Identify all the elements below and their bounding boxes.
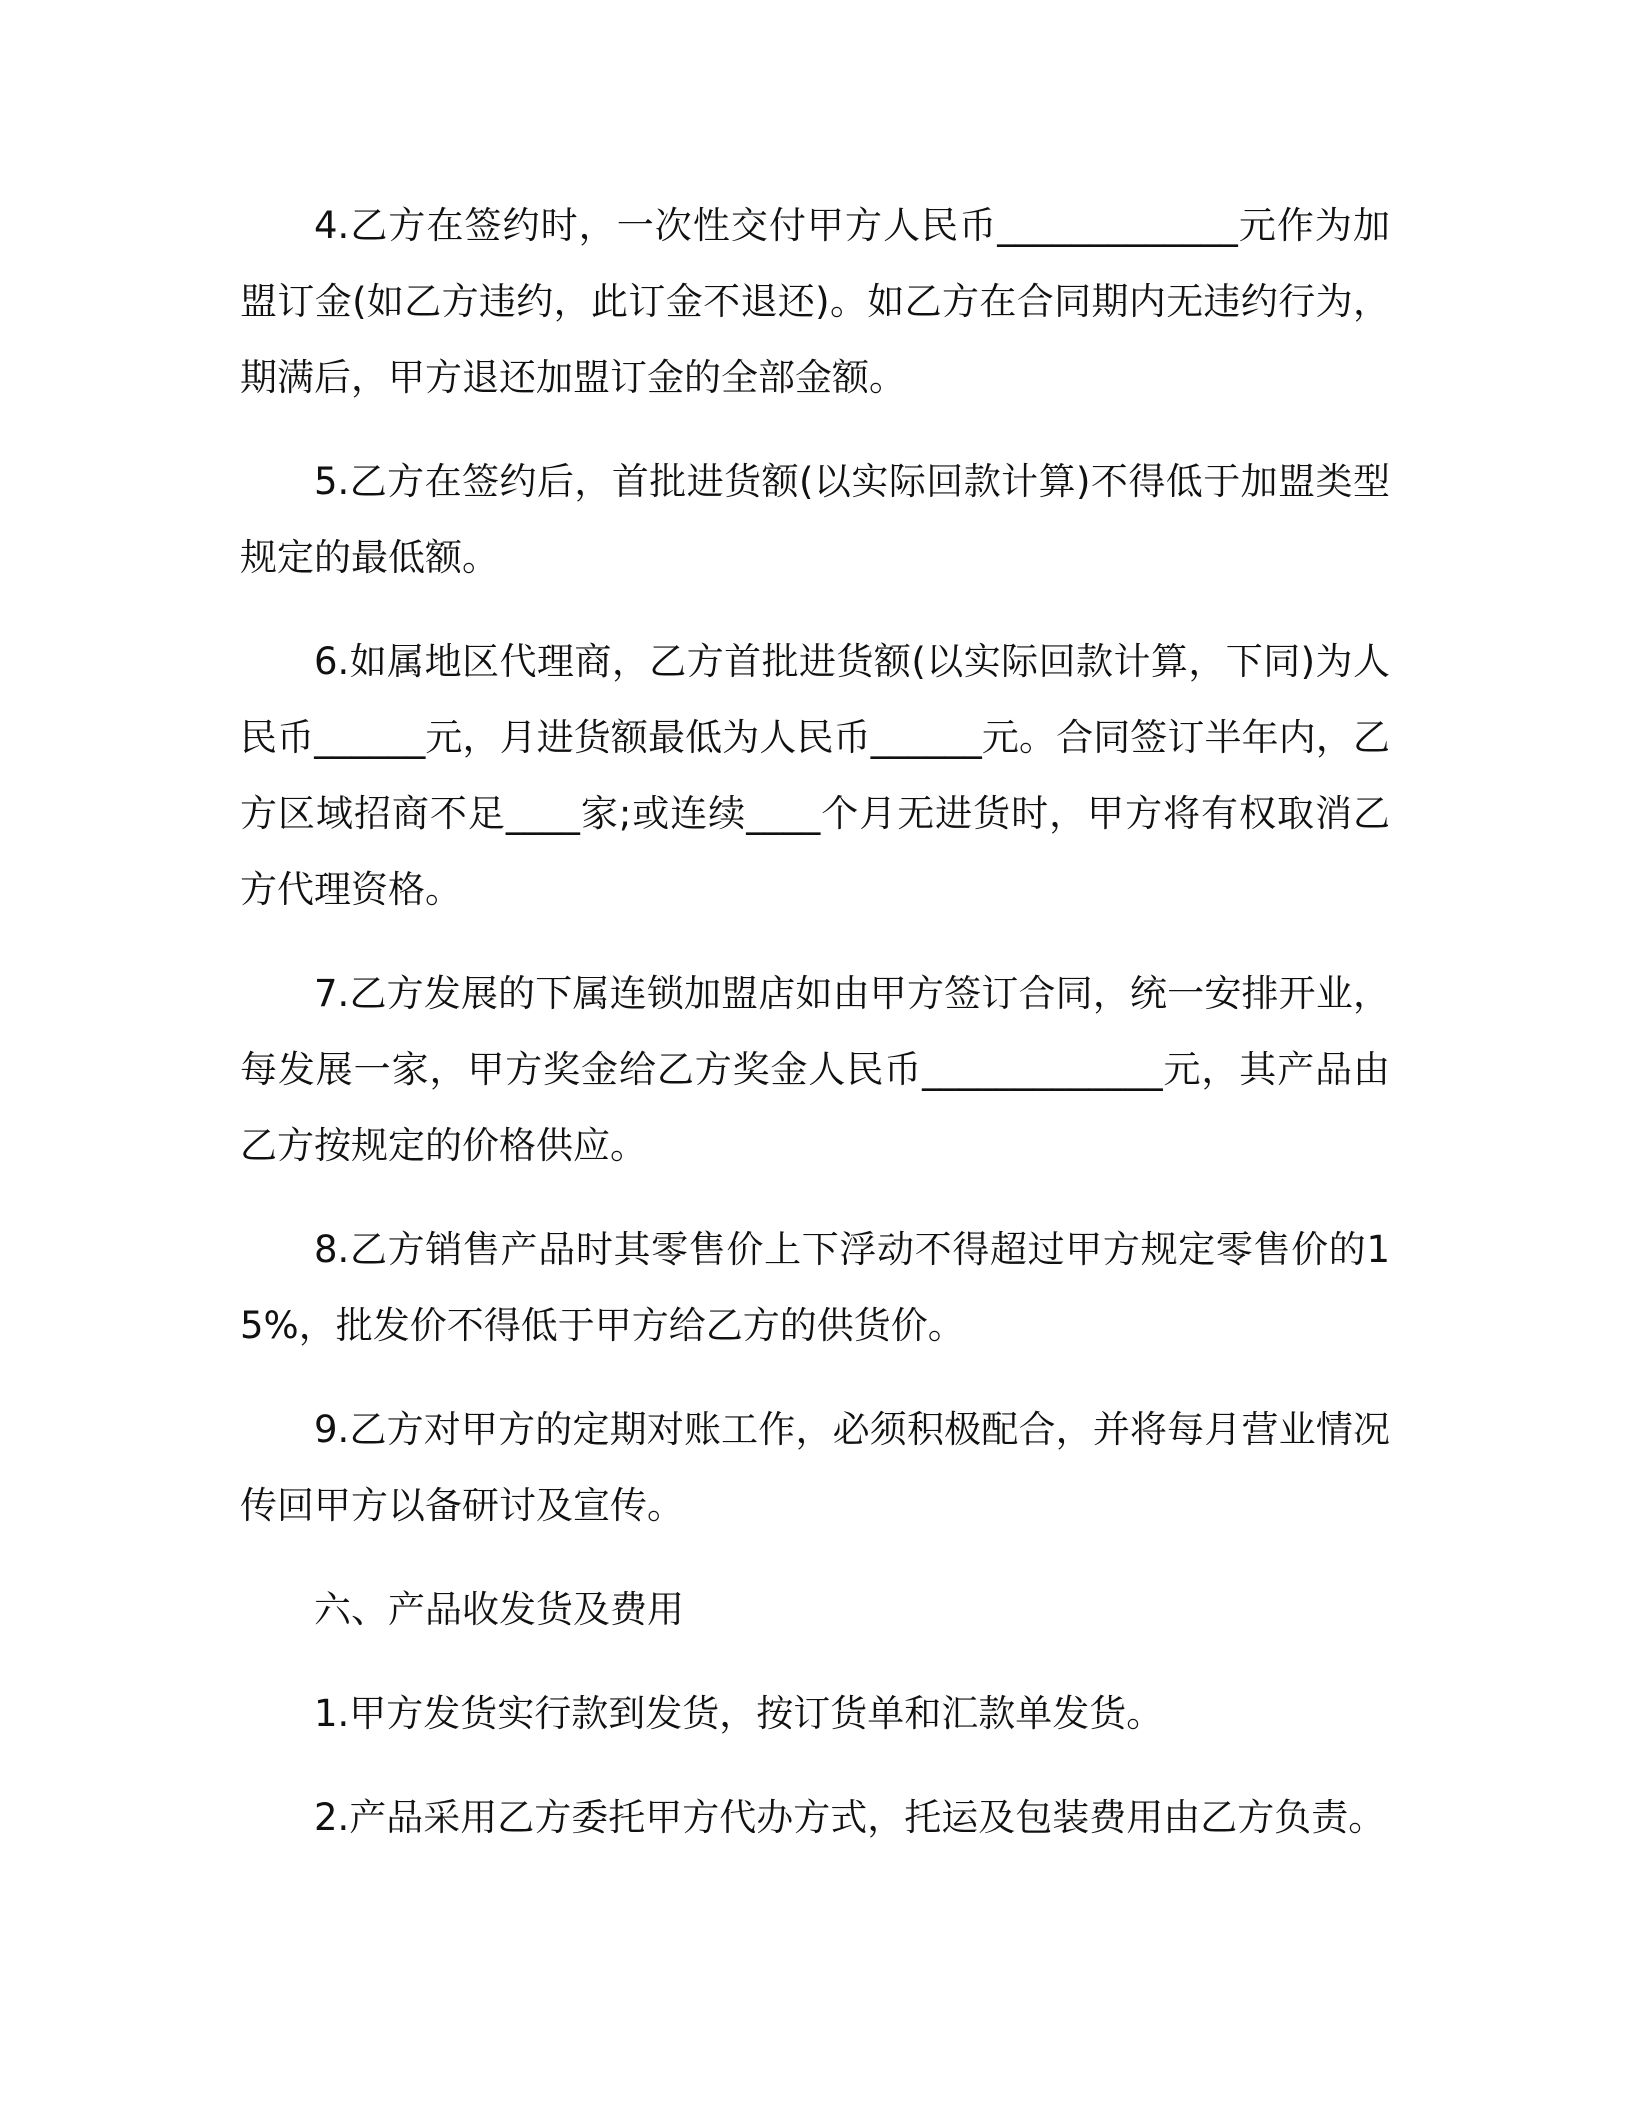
section-heading: 六、产品收发货及费用 (314, 1588, 684, 1631)
clause-9: 9.乙方对甲方的定期对账工作，必须积极配合，并将每月营业情况传回甲方以备研讨及宣传。 (240, 1408, 1390, 1527)
clause-5: 5.乙方在签约后，首批进货额(以实际回款计算)不得低于加盟类型规定的最低额。 (240, 460, 1390, 579)
clause-7: 7.乙方发展的下属连锁加盟店如由甲方签订合同，统一安排开业，每发展一家，甲方奖金给乙方奖金人民币_____________元，其产品由乙方按规定的价格供应。 (240, 972, 1390, 1167)
clause-6: 6.如属地区代理商，乙方首批进货额(以实际回款计算，下同)为人民币______元，月进货额最低为人民币______元。合同签订半年内，乙方区域招商不足____家;或连续____个月无进货时，甲方将有权取消乙方代理资格。 (240, 640, 1390, 911)
section-6-clause-2: 2.产品采用乙方委托甲方代办方式，托运及包装费用由乙方负责。 (314, 1796, 1386, 1839)
clause-4: 4.乙方在签约时，一次性交付甲方人民币_____________元作为加盟订金(如乙方违约，此订金不退还)。如乙方在合同期内无违约行为，期满后，甲方退还加盟订金的全部金额。 (240, 204, 1390, 399)
section-6-clause-1: 1.甲方发货实行款到发货，按订货单和汇款单发货。 (314, 1692, 1164, 1735)
clause-8: 8.乙方销售产品时其零售价上下浮动不得超过甲方规定零售价的15%，批发价不得低于甲方给乙方的供货价。 (240, 1228, 1390, 1347)
document-body (240, 188, 1390, 1884)
